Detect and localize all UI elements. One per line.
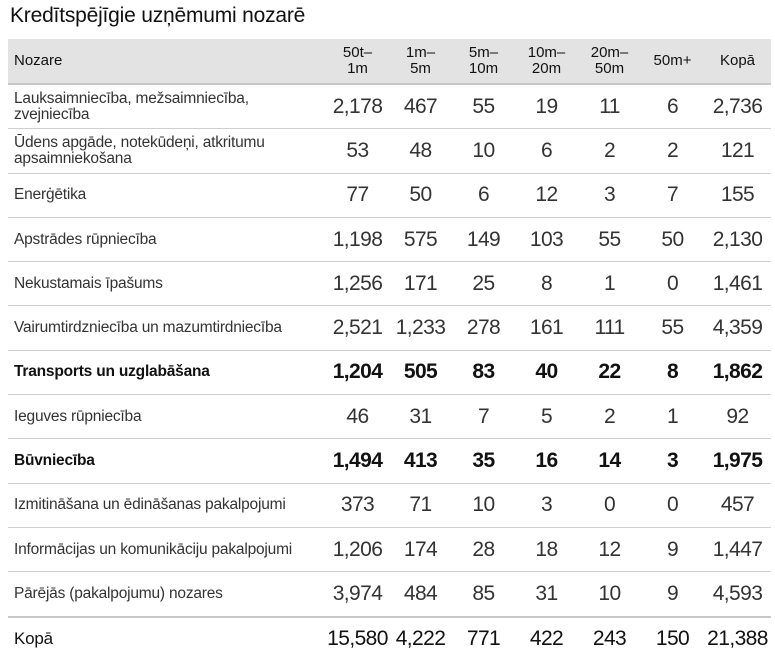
value-cell: 2 (641, 129, 704, 173)
value-cell: 77 (326, 173, 389, 217)
value-cell: 55 (641, 306, 704, 350)
value-cell: 8 (641, 350, 704, 394)
table-row (8, 262, 771, 306)
column-header: 50t– 1m (326, 39, 389, 84)
value-cell: 31 (515, 572, 578, 617)
value-cell: 174 (389, 527, 452, 571)
value-cell: 1 (578, 262, 641, 306)
value-cell: 53 (326, 129, 389, 173)
value-cell: 83 (452, 350, 515, 394)
table-row (8, 483, 771, 527)
value-cell: 2 (578, 395, 641, 439)
value-cell: 3 (515, 483, 578, 527)
value-cell: 150 (641, 617, 704, 661)
value-cell: 50 (389, 173, 452, 217)
value-cell: 1,233 (389, 306, 452, 350)
sector-name: Ūdens apgāde, notekūdeņi, atkritumu apsaimniekošana (8, 129, 326, 173)
value-cell: 55 (578, 217, 641, 261)
value-cell: 111 (578, 306, 641, 350)
value-cell: 21,388 (704, 617, 771, 661)
table-row (8, 572, 771, 617)
column-header: 10m– 20m (515, 39, 578, 84)
table-row (8, 439, 771, 483)
value-cell: 11 (578, 84, 641, 129)
value-cell: 35 (452, 439, 515, 483)
sector-name: Apstrādes rūpniecība (8, 217, 326, 261)
value-cell: 575 (389, 217, 452, 261)
value-cell: 161 (515, 306, 578, 350)
column-header: 20m– 50m (578, 39, 641, 84)
value-cell: 2,130 (704, 217, 771, 261)
total-row (8, 617, 771, 661)
value-cell: 85 (452, 572, 515, 617)
value-cell: 1,447 (704, 527, 771, 571)
table-row (8, 217, 771, 261)
value-cell: 31 (389, 395, 452, 439)
value-cell: 373 (326, 483, 389, 527)
value-cell: 5 (515, 395, 578, 439)
value-cell: 40 (515, 350, 578, 394)
value-cell: 9 (641, 527, 704, 571)
sector-name: Ieguves rūpniecība (8, 395, 326, 439)
value-cell: 457 (704, 483, 771, 527)
value-cell: 103 (515, 217, 578, 261)
value-cell: 3,974 (326, 572, 389, 617)
value-cell: 50 (641, 217, 704, 261)
sector-name: Būvniecība (8, 439, 326, 483)
value-cell: 6 (452, 173, 515, 217)
value-cell: 484 (389, 572, 452, 617)
column-header: 50m+ (641, 39, 704, 84)
table-row (8, 306, 771, 350)
value-cell: 6 (515, 129, 578, 173)
value-cell: 10 (452, 129, 515, 173)
value-cell: 0 (641, 262, 704, 306)
value-cell: 505 (389, 350, 452, 394)
sector-name: Lauksaimniecība, mežsaimniecība, zvejniecība (8, 84, 326, 129)
value-cell: 10 (578, 572, 641, 617)
value-cell: 9 (641, 572, 704, 617)
value-cell: 0 (578, 483, 641, 527)
value-cell: 6 (641, 84, 704, 129)
value-cell: 1,494 (326, 439, 389, 483)
table-row (8, 350, 771, 394)
sector-name: Informācijas un komunikāciju pakalpojumi (8, 527, 326, 571)
table-row (8, 129, 771, 173)
value-cell: 28 (452, 527, 515, 571)
value-cell: 771 (452, 617, 515, 661)
column-header: Kopā (704, 39, 771, 84)
value-cell: 155 (704, 173, 771, 217)
table-row (8, 395, 771, 439)
value-cell: 2 (578, 129, 641, 173)
value-cell: 4,222 (389, 617, 452, 661)
value-cell: 10 (452, 483, 515, 527)
value-cell: 413 (389, 439, 452, 483)
column-header: 5m– 10m (452, 39, 515, 84)
value-cell: 171 (389, 262, 452, 306)
sector-name: Izmitināšana un ēdināšanas pakalpojumi (8, 483, 326, 527)
value-cell: 8 (515, 262, 578, 306)
value-cell: 22 (578, 350, 641, 394)
value-cell: 16 (515, 439, 578, 483)
table-body (8, 84, 771, 661)
value-cell: 25 (452, 262, 515, 306)
value-cell: 12 (578, 527, 641, 571)
value-cell: 3 (578, 173, 641, 217)
value-cell: 14 (578, 439, 641, 483)
value-cell: 1,198 (326, 217, 389, 261)
value-cell: 1,256 (326, 262, 389, 306)
header-row (8, 39, 771, 84)
value-cell: 18 (515, 527, 578, 571)
sector-name: Vairumtirdzniecība un mazumtirdniecība (8, 306, 326, 350)
table-row (8, 173, 771, 217)
value-cell: 1,206 (326, 527, 389, 571)
value-cell: 2,521 (326, 306, 389, 350)
value-cell: 71 (389, 483, 452, 527)
value-cell: 4,593 (704, 572, 771, 617)
credit-table (8, 39, 771, 661)
value-cell: 15,580 (326, 617, 389, 661)
sector-name: Kopā (8, 617, 326, 661)
table-title: Kredītspējīgie uzņēmumi nozarē (10, 4, 306, 27)
column-header: 1m– 5m (389, 39, 452, 84)
column-header-sector: Nozare (8, 39, 326, 84)
table-row (8, 84, 771, 129)
sector-name: Nekustamais īpašums (8, 262, 326, 306)
value-cell: 1,204 (326, 350, 389, 394)
value-cell: 2,178 (326, 84, 389, 129)
sector-name: Pārējās (pakalpojumu) nozares (8, 572, 326, 617)
value-cell: 4,359 (704, 306, 771, 350)
value-cell: 467 (389, 84, 452, 129)
value-cell: 92 (704, 395, 771, 439)
value-cell: 55 (452, 84, 515, 129)
value-cell: 46 (326, 395, 389, 439)
sector-name: Enerģētika (8, 173, 326, 217)
value-cell: 48 (389, 129, 452, 173)
value-cell: 1,975 (704, 439, 771, 483)
value-cell: 7 (641, 173, 704, 217)
value-cell: 1,461 (704, 262, 771, 306)
value-cell: 149 (452, 217, 515, 261)
value-cell: 243 (578, 617, 641, 661)
table-row (8, 527, 771, 571)
value-cell: 422 (515, 617, 578, 661)
value-cell: 1 (641, 395, 704, 439)
value-cell: 0 (641, 483, 704, 527)
sector-name: Transports un uzglabāšana (8, 350, 326, 394)
value-cell: 3 (641, 439, 704, 483)
value-cell: 7 (452, 395, 515, 439)
value-cell: 2,736 (704, 84, 771, 129)
value-cell: 19 (515, 84, 578, 129)
value-cell: 1,862 (704, 350, 771, 394)
value-cell: 278 (452, 306, 515, 350)
value-cell: 121 (704, 129, 771, 173)
value-cell: 12 (515, 173, 578, 217)
